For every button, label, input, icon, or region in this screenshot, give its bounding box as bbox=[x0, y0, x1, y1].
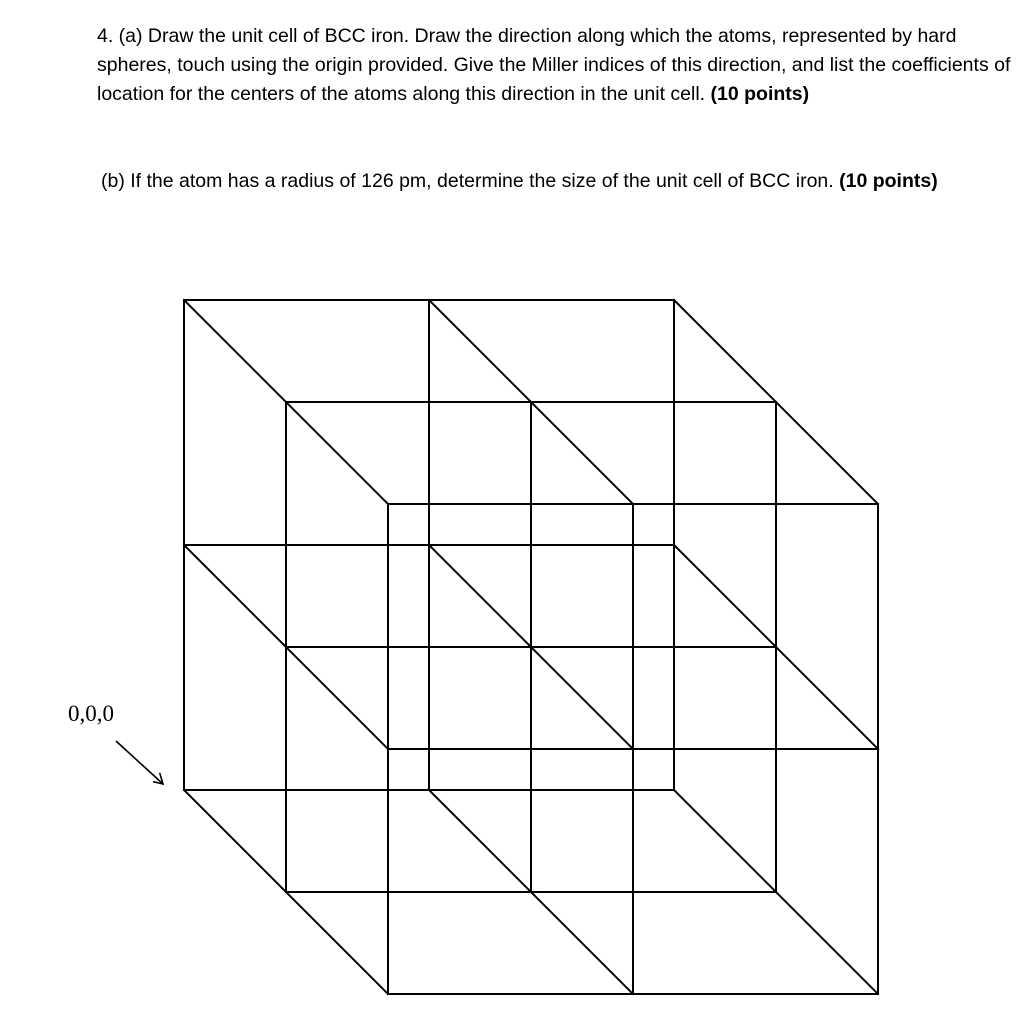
origin-label: 0,0,0 bbox=[68, 701, 114, 726]
origin-arrow bbox=[116, 741, 163, 784]
part-b-points: (10 points) bbox=[839, 170, 938, 192]
part-b-text: (b) If the atom has a radius of 126 pm, determine the size of the unit cell of BCC iron. bbox=[101, 170, 834, 192]
part-a-points: (10 points) bbox=[710, 82, 810, 105]
part-a-text: 4. (a) Draw the unit cell of BCC iron. Draw the direction along which the atoms, represented by hard spheres, touch using the origin provided. Give the Miller indices of this direction, and list the coefficients of location for the centers of the atoms along this direction in the unit cell. bbox=[97, 25, 1011, 105]
